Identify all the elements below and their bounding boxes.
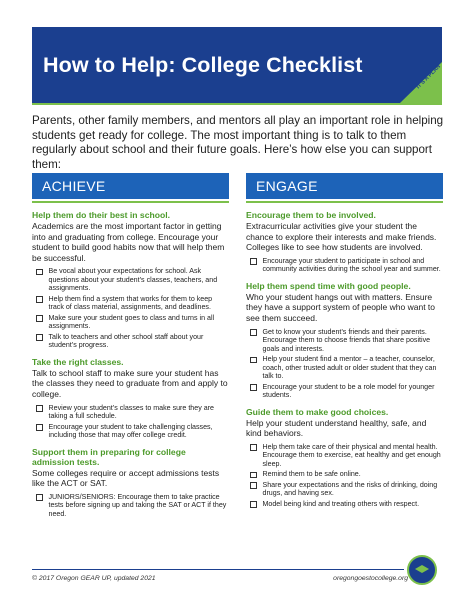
checklist-item-text: Help them take care of their physical and mental health. Encourage them to exercise, eat healthy and get enough sleep. <box>262 442 441 468</box>
checklist <box>246 328 443 400</box>
checklist-item-text: Be vocal about your expectations for school. Ask questions about your student’s classes, teachers, and assignments. <box>48 267 218 293</box>
achieve-heading-rule <box>32 201 229 203</box>
header-accent-rule <box>32 103 442 105</box>
section-body: Academics are the most important factor in getting into and graduating from college. Encourage your student to build good habits now that will help them be successful. <box>32 221 225 263</box>
achieve-heading: ACHIEVE <box>32 173 229 199</box>
checklist-item <box>32 404 229 421</box>
checklist-item-text: Remind them to be safe online. <box>262 470 361 479</box>
section-title: Guide them to make good choices. <box>246 406 389 417</box>
checkbox[interactable] <box>36 405 43 412</box>
checklist-item-text: JUNIORS/SENIORS: Encourage them to take practice tests before signing up and taking the SAT or ACT if they need. <box>48 492 227 518</box>
checklist-item <box>246 470 443 479</box>
checklist-item-text: Share your expectations and the risks of drinking, doing drugs, and having sex. <box>262 480 438 498</box>
checklist-item <box>32 333 229 350</box>
checklist-item-text: Model being kind and treating others with respect. <box>262 499 420 508</box>
checklist-item <box>246 481 443 498</box>
checkbox[interactable] <box>250 472 257 479</box>
section-body: Extracurricular activities give your student the chance to explore their interests and make friends. Colleges like to see how students are involved. <box>246 221 437 253</box>
footer-website-link[interactable]: oregongoestocollege.org <box>333 575 408 582</box>
section-body: Who your student hangs out with matters. Ensure they have a support system of people who want to see them succeed. <box>246 291 436 323</box>
checklist <box>32 267 229 350</box>
graduation-cap-icon <box>415 565 429 575</box>
checkbox[interactable] <box>36 334 43 341</box>
section-title: Encourage them to be involved. <box>246 210 376 220</box>
checklist <box>32 404 229 440</box>
section-title: Help them do their best in school. <box>32 210 170 220</box>
checklist-item <box>246 257 443 274</box>
engage-column <box>246 173 443 510</box>
engage-heading: ENGAGE <box>246 173 443 199</box>
checklist-item-text: Review your student’s classes to make sure they are taking a full schedule. <box>48 403 214 421</box>
page-title: How to Help: College Checklist <box>43 52 363 77</box>
checkbox[interactable] <box>36 315 43 322</box>
graduation-cap-seal-icon <box>407 555 437 585</box>
section-body: Talk to school staff to make sure your student has the classes they need to graduate from and apply to college. <box>32 367 228 400</box>
checklist-item <box>32 423 229 440</box>
checkbox[interactable] <box>36 494 43 501</box>
checkbox[interactable] <box>250 482 257 489</box>
checklist-item-text: Make sure your student goes to class and turns in all assignments. <box>48 313 215 331</box>
footer-rule <box>32 569 404 570</box>
checklist-item <box>32 267 229 293</box>
checkbox[interactable] <box>250 501 257 508</box>
checklist-item-text: Help your student find a mentor – a teacher, counselor, coach, other trusted adult or older student that they can talk to. <box>262 355 437 381</box>
checklist-item-text: Talk to teachers and other school staff about your student’s progress. <box>48 332 204 350</box>
checklist-item <box>246 355 443 381</box>
checkbox[interactable] <box>250 329 257 336</box>
corner-label: IT'S A PLAN <box>415 63 442 91</box>
checklist-item <box>32 314 229 331</box>
checkbox[interactable] <box>250 444 257 451</box>
engage-section-involved <box>246 210 443 274</box>
section-title: Help them spend time with good people. <box>246 280 411 291</box>
checklist-item-text: Get to know your student’s friends and their parents. Encourage them to choose friends that share positive goals and interests. <box>262 327 431 353</box>
checklist-item <box>246 500 443 509</box>
checklist-item <box>246 383 443 400</box>
checkbox[interactable] <box>250 384 257 391</box>
section-title: Support them in preparing for college admission tests. <box>32 446 186 467</box>
checklist-item <box>32 295 229 312</box>
engage-heading-rule <box>246 201 443 203</box>
achieve-section-classes <box>32 357 229 440</box>
checkbox[interactable] <box>250 357 257 364</box>
engage-section-choices <box>246 407 443 509</box>
checklist-item <box>246 328 443 354</box>
checkbox[interactable] <box>36 296 43 303</box>
achieve-column <box>32 173 229 520</box>
achieve-section-tests <box>32 447 229 519</box>
checkbox[interactable] <box>36 424 43 431</box>
checklist <box>246 257 443 274</box>
section-body: Help your student understand healthy, safe, and kind behaviors. <box>246 417 427 439</box>
checklist-item <box>32 493 229 519</box>
checkbox[interactable] <box>36 269 43 276</box>
achieve-section-school <box>32 210 229 350</box>
checklist <box>246 443 443 509</box>
checklist-item-text: Encourage your student to participate in school and community activities during the school year and summer. <box>262 256 441 274</box>
section-title: Take the right classes. <box>32 356 124 367</box>
checklist-item-text: Encourage your student to take challenging classes, including those that may offer college credit. <box>48 422 213 440</box>
checklist-item-text: Help them find a system that works for them to keep track of class material, assignments, and deadlines. <box>48 294 213 312</box>
checklist <box>32 493 229 519</box>
checklist-item <box>246 443 443 469</box>
engage-section-people <box>246 281 443 400</box>
intro-paragraph: Parents, other family members, and mentors all play an important role in helping students get ready for college. The most important thing is to talk to them regularly about school and their future goals. Here’s how else you can support them: <box>32 114 444 171</box>
footer-copyright: © 2017 Oregon GEAR UP, updated 2021 <box>32 575 156 582</box>
checklist-item-text: Encourage your student to be a role model for younger students. <box>262 382 435 400</box>
header-banner <box>32 27 442 103</box>
checkbox[interactable] <box>250 258 257 265</box>
section-body: Some colleges require or accept admissions tests like the ACT or SAT. <box>32 467 220 489</box>
